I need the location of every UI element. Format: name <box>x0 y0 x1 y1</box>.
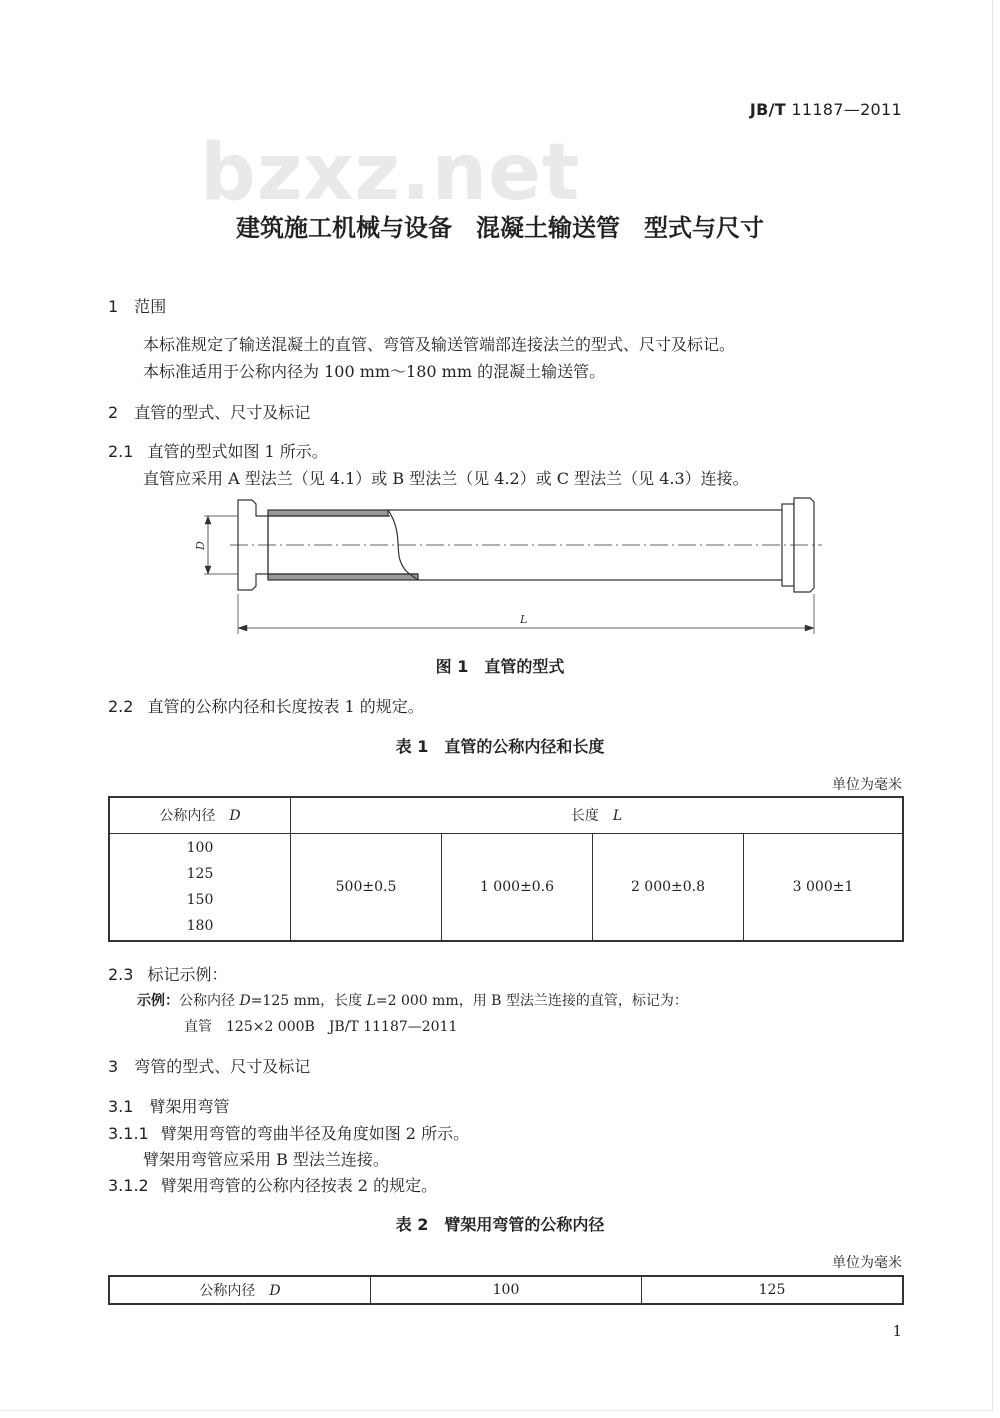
section-2-1-para: 直管应采用 A 型法兰（见 4.1）或 B 型法兰（见 4.2）或 C 型法兰（见 4.3）连接。 <box>143 469 749 488</box>
table-1-diameters: 100 125 150 180 <box>109 833 291 941</box>
section-2-2: 2.2 直管的公称内径和长度按表 1 的规定。 <box>108 697 424 716</box>
table-2-cell: 125 <box>642 1276 904 1304</box>
table-2-unit: 单位为毫米 <box>832 1255 902 1271</box>
figure-1-caption: 图 1 直管的型式 <box>435 657 565 676</box>
section-3-1-1: 3.1.1 臂架用弯管的弯曲半径及角度如图 2 所示。 <box>108 1124 470 1143</box>
table-2-cell: 100 <box>371 1276 642 1304</box>
table-1-header-diameter: 公称内径 D <box>109 797 291 833</box>
section-1-heading: 1 范围 <box>108 297 167 316</box>
section-2-heading: 2 直管的型式、尺寸及标记 <box>108 403 311 422</box>
table-1-unit: 单位为毫米 <box>832 777 902 793</box>
section-2-3: 2.3 标记示例： <box>108 965 228 984</box>
section-3-1-2: 3.1.2 臂架用弯管的公称内径按表 2 的规定。 <box>108 1176 438 1195</box>
table-1-length-cell: 500±0.5 <box>291 833 442 941</box>
table-1-length-cell: 3 000±1 <box>744 833 904 941</box>
figure-label-d: D <box>194 541 207 550</box>
section-2-1: 2.1 直管的型式如图 1 所示。 <box>108 442 328 461</box>
page-number: 1 <box>892 1322 902 1340</box>
table-2-header-diameter: 公称内径 D <box>109 1276 371 1304</box>
table-1-length-cell: 1 000±0.6 <box>442 833 593 941</box>
document-title: 建筑施工机械与设备 混凝土输送管 型式与尺寸 <box>236 214 764 242</box>
straight-pipe-figure <box>190 490 830 640</box>
standard-code: JB/T 11187—2011 <box>749 100 902 119</box>
watermark: bzxz.net <box>200 128 581 218</box>
example-marking: 直管 125×2 000B JB/T 11187—2011 <box>184 1019 458 1035</box>
section-1-para-1: 本标准规定了输送混凝土的直管、弯管及输送管端部连接法兰的型式、尺寸及标记。 <box>143 335 736 354</box>
section-1-para-2: 本标准适用于公称内径为 100 mm～180 mm 的混凝土输送管。 <box>143 362 606 381</box>
table-1-caption: 表 1 直管的公称内径和长度 <box>395 737 605 756</box>
section-3-heading: 3 弯管的型式、尺寸及标记 <box>108 1057 311 1076</box>
example-text: 示例：公称内径 D=125 mm，长度 L=2 000 mm，用 B 型法兰连接的直管，标记为： <box>137 993 688 1009</box>
section-3-1-1-para: 臂架用弯管应采用 B 型法兰连接。 <box>143 1150 389 1169</box>
table-1 <box>108 796 904 942</box>
section-3-1-heading: 3.1 臂架用弯管 <box>108 1097 230 1116</box>
table-2 <box>108 1275 904 1305</box>
table-1-length-cell: 2 000±0.8 <box>593 833 744 941</box>
table-2-caption: 表 2 臂架用弯管的公称内径 <box>395 1215 605 1234</box>
table-1-header-length: 长度 L <box>291 797 904 833</box>
figure-label-l: L <box>520 613 528 626</box>
